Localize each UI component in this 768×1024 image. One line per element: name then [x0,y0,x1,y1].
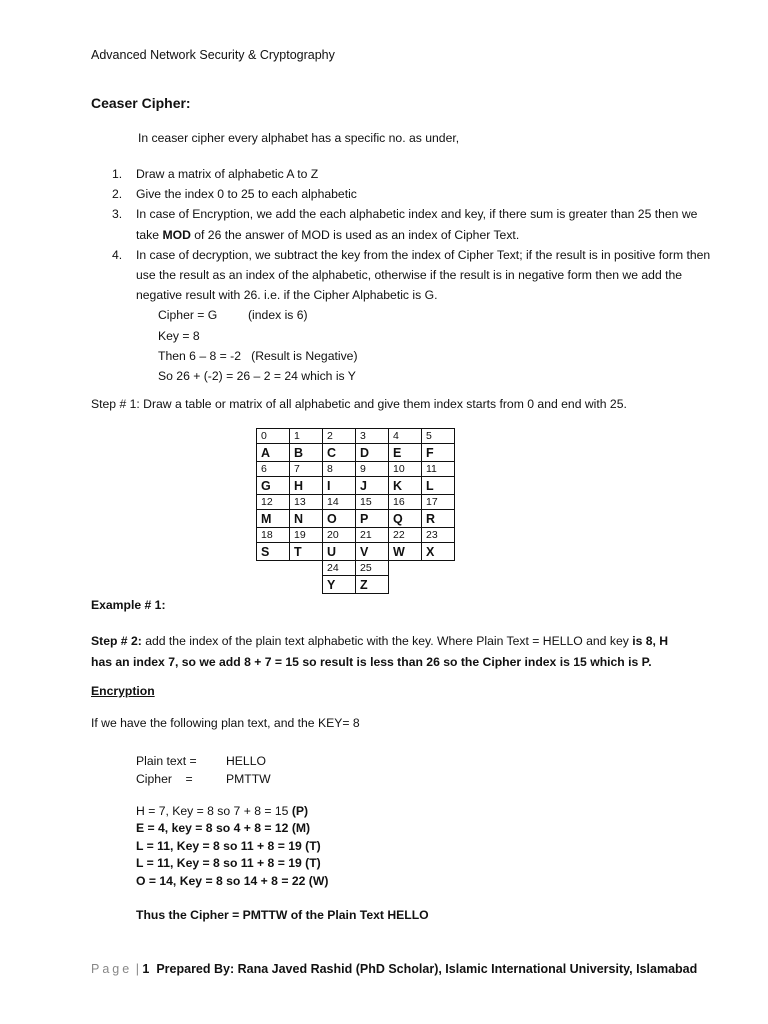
list-text: In case of Encryption, we add the each alphabetic index and key, if there sum is greater than 25 then we take [136,207,698,242]
index-cell: 20 [323,528,356,543]
example-expr: Then 6 – 8 = -2 [158,348,241,363]
calc-line [136,820,328,837]
letter-cell: E [389,444,422,462]
table-row [257,477,455,495]
step2-label: Step # 2: [91,634,142,648]
encryption-heading: Encryption [91,684,155,698]
letter-cell: Z [356,576,389,594]
letter-cell [290,576,323,594]
encryption-intro: If we have the following plan text, and the KEY= 8 [91,716,360,730]
cipher-value: PMTTW [226,772,271,786]
list-item [112,184,712,204]
index-cell: 18 [257,528,290,543]
index-cell: 21 [356,528,389,543]
table-row [257,576,455,594]
letter-cell: M [257,510,290,528]
letter-cell: Q [389,510,422,528]
letter-cell: S [257,543,290,561]
letter-cell: Y [323,576,356,594]
conclusion-text: Thus the Cipher = PMTTW of the Plain Text HELLO [136,908,429,922]
calc-expr: L = 11, Key = 8 so 11 + 8 = 19 [136,856,306,871]
footer-divider: | [135,962,139,976]
letter-cell: W [389,543,422,561]
step1-text: Step # 1: Draw a table or matrix of all alphabetic and give them index starts from 0 and end with 25. [91,397,627,411]
letter-cell: T [290,543,323,561]
index-cell: 8 [323,462,356,477]
index-cell: 10 [389,462,422,477]
list-item [112,164,712,184]
mod-keyword: MOD [162,227,191,242]
table-row [257,462,455,477]
index-cell: 19 [290,528,323,543]
example-expr: Key = 8 [158,328,200,343]
list-text: of 26 the answer of MOD is used as an index of Cipher Text. [190,227,520,242]
list-number: 2. [112,187,123,202]
steps-list [112,164,712,386]
table-row [257,543,455,561]
index-cell: 11 [422,462,455,477]
step2-text [91,631,691,672]
index-cell: 1 [290,429,323,444]
index-cell [422,561,455,576]
plain-value: HELLO [226,754,266,768]
index-cell: 6 [257,462,290,477]
index-cell: 2 [323,429,356,444]
calc-result: (P) [291,804,309,818]
list-text: In case of decryption, we subtract the key from the index of Cipher Text; if the result is in positive form then use the result as an index of the alphabetic, otherwise if the result is in negative form then we add the negative result with 26. i.e. if the Cipher Alphabetic is G. [136,247,711,303]
letter-cell: U [323,543,356,561]
calc-result: (M) [291,821,311,836]
calc-expr: H = 7, Key = 8 so 7 + 8 = 15 [136,804,292,818]
example-heading: Example # 1: [91,598,166,612]
index-cell: 14 [323,495,356,510]
example-line [158,326,712,346]
calc-result: (T) [305,838,321,853]
index-cell: 7 [290,462,323,477]
calc-result: (W) [308,873,329,888]
list-item [112,245,712,386]
page-number: 1 [142,962,150,976]
letter-cell: B [290,444,323,462]
index-cell: 3 [356,429,389,444]
table-row [257,444,455,462]
plain-label: Plain text = [136,754,197,768]
step2-body: add the index of the plain text alphabetic with the key. Where Plain Text = HELLO and key [141,634,633,648]
letter-cell: O [323,510,356,528]
table-row [257,510,455,528]
calc-result: (T) [305,856,321,871]
calc-expr: O = 14, Key = 8 so 14 + 8 = 22 [136,873,309,888]
calc-line [136,803,328,820]
letter-cell: H [290,477,323,495]
letter-cell [257,576,290,594]
calc-line [136,838,328,855]
letter-cell: A [257,444,290,462]
index-cell: 25 [356,561,389,576]
index-cell: 17 [422,495,455,510]
cipher-line [136,770,271,788]
alphabet-table [256,428,455,594]
page-footer [91,962,697,976]
table-row [257,561,455,576]
index-cell: 13 [290,495,323,510]
letter-cell: J [356,477,389,495]
index-cell: 24 [323,561,356,576]
plain-cipher-block [136,752,271,788]
index-cell: 5 [422,429,455,444]
list-number: 3. [112,207,123,222]
table-row [257,429,455,444]
letter-cell: L [422,477,455,495]
index-cell [389,561,422,576]
index-cell: 16 [389,495,422,510]
calc-expr: E = 4, key = 8 so 4 + 8 = 12 [136,821,292,836]
calculation-list [136,803,328,890]
index-cell: 9 [356,462,389,477]
page-header: Advanced Network Security & Cryptography [91,48,335,62]
letter-cell: C [323,444,356,462]
letter-cell: G [257,477,290,495]
calc-line [136,855,328,872]
letter-cell: V [356,543,389,561]
list-number: 1. [112,167,123,181]
decryption-example [136,305,712,386]
letter-cell: N [290,510,323,528]
list-text: Draw a matrix of alphabetic A to Z [136,167,319,181]
plain-line [136,752,271,770]
intro-text: In ceaser cipher every alphabet has a specific no. as under, [138,131,460,145]
index-cell: 23 [422,528,455,543]
example-expr: Cipher = G [158,308,218,323]
page-word: Page [91,962,133,976]
calc-line [136,873,328,890]
index-cell [257,561,290,576]
prepared-by: Prepared By: Rana Javed Rashid (PhD Scholar), Islamic International University, Islamabad [156,962,698,976]
list-text: Give the index 0 to 25 to each alphabetic [136,187,357,202]
letter-cell: P [356,510,389,528]
letter-cell: X [422,543,455,561]
example-line [158,305,712,325]
letter-cell [422,576,455,594]
letter-cell: R [422,510,455,528]
table-row [257,495,455,510]
list-number: 4. [112,247,123,262]
index-cell: 12 [257,495,290,510]
cipher-label: Cipher = [136,772,193,786]
index-cell [290,561,323,576]
example-expr: So 26 + (-2) = 26 – 2 = 24 which is Y [158,369,356,384]
letter-cell: D [356,444,389,462]
section-title: Ceaser Cipher: [91,95,191,111]
index-cell: 0 [257,429,290,444]
list-item [112,204,712,244]
index-cell: 22 [389,528,422,543]
table-row [257,528,455,543]
letter-cell: I [323,477,356,495]
index-cell: 15 [356,495,389,510]
index-cell: 4 [389,429,422,444]
step2-bold: is 8, H has an index 7, so we add 8 + 7 = 15 so result is less than 26 so the Cipher index is 15 which is P. [91,634,669,669]
example-line [158,366,712,386]
example-note: (Result is Negative) [251,348,358,363]
example-note: (index is 6) [248,308,308,323]
example-line [158,346,712,366]
letter-cell: K [389,477,422,495]
letter-cell: F [422,444,455,462]
letter-cell [389,576,422,594]
calc-expr: L = 11, Key = 8 so 11 + 8 = 19 [136,838,306,853]
